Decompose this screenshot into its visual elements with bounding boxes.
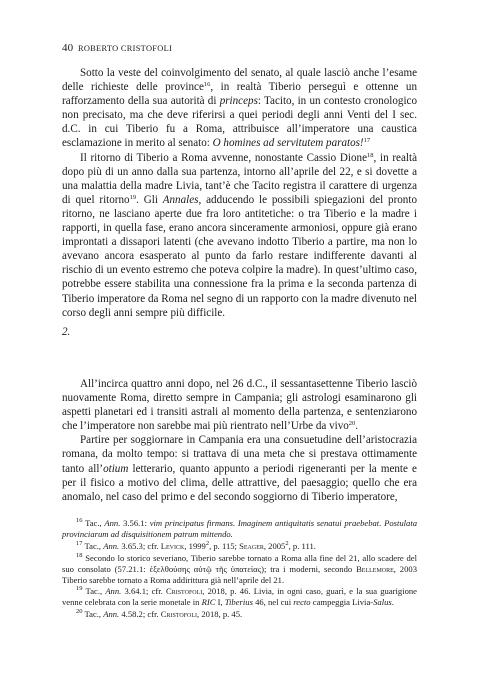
text-run: Partire per soggiornare in Campania era una consuetudine dell’aristocrazia romana, da molto tempo: si trattava di una meta che si prestava ottimamente tanto all’ xyxy=(62,434,417,475)
author-name: Cristofoli xyxy=(160,609,198,620)
text-run: Sotto la veste del coinvolgimento del senato, al quale lasciò anche l’esame delle richieste delle province xyxy=(62,67,417,94)
text-run: Tac., xyxy=(82,540,104,551)
footnote-number: 19 xyxy=(76,585,83,593)
italic-term: Ann. xyxy=(105,586,122,597)
italic-term: Salus xyxy=(373,597,392,608)
footnote-19 xyxy=(62,586,417,608)
text-run: All’incirca quattro anni dopo, nel 26 d.C., il sessantasettenne Tiberio lasciò nuovamente Roma, diretto sempre in Campania; gli astrologi esaminarono gli aspetti planetari ed i transiti astrali al momento della partenza, e sentenziarono che l’imperatore non sarebbe mai più rientrato nell’Urbe da vivo xyxy=(62,378,417,433)
footnotes xyxy=(62,518,417,621)
footnote-17 xyxy=(62,541,417,552)
footnote-18 xyxy=(62,553,417,586)
paragraph-1 xyxy=(62,66,417,151)
author-name: Cristofoli xyxy=(165,586,203,597)
text-run: 3.56.1: xyxy=(120,518,150,528)
italic-term: Ann. xyxy=(103,609,120,620)
author-name: Bellemore xyxy=(356,563,394,574)
page-number: 40 xyxy=(62,42,74,54)
text-run: , 2018, p. 45. xyxy=(197,609,243,620)
edition-sup: 2 xyxy=(205,539,210,547)
italic-term: Annales xyxy=(162,193,199,206)
text-run: , p. 111. xyxy=(288,540,316,551)
italic-term: otium xyxy=(103,462,129,475)
text-run: Tac., xyxy=(82,609,104,620)
text-run: . Gli xyxy=(136,193,163,206)
text-run: , p. 115; xyxy=(209,540,240,551)
footnote-16 xyxy=(62,518,417,540)
footnote-number: 17 xyxy=(76,539,83,547)
italic-term: princeps xyxy=(219,95,258,108)
italic-term: Ann. xyxy=(104,518,121,528)
text-run: campeggia Livia- xyxy=(310,597,374,608)
latin-quote: O homines ad servitutem paratos! xyxy=(212,137,364,150)
italic-term: RIC xyxy=(201,597,216,608)
paragraph-3 xyxy=(62,377,417,433)
paragraph-4 xyxy=(62,433,417,503)
section-1-body xyxy=(62,66,417,320)
text-run: , 2005 xyxy=(263,540,286,551)
text-run: Tac., xyxy=(82,586,106,597)
text-run: , 2018, p. 46. Livia, in ogni caso, guarì, e la sua guarigione venne celebrata con la serie monetale in xyxy=(62,586,417,608)
text-run: 3.64.1; cfr. xyxy=(121,586,166,597)
text-run: 3.65.3; cfr. xyxy=(119,540,161,551)
running-head-author: ROBERTO CRISTOFOLI xyxy=(77,44,173,53)
text-run: , adducendo le possibili spiegazioni del pronto ritorno, ne lasciano aperte due fra loro antitetiche: o tra Tiberio e la madre i rapporti, in quella fase, erano ancora sinceramente armoniosi, oppure già erano improntati a dissapori latenti (che avevano indotto Tiberio a partire, ma non lo avevano ancora esasperato al punto da farlo restare indifferente davanti al rischio di un evento estremo che poteva colpire la madre). In quest’ultimo caso, potrebbe essere stabilita una connessione fra la prima e la seconda partenza di Tiberio imperatore da Roma nel segno di un rapporto con la madre divenuto nel corso degli anni sempre più difficile. xyxy=(62,193,417,319)
footnote-ref-17[interactable]: 17 xyxy=(363,137,371,145)
text-run: 46, nel cui xyxy=(252,597,294,608)
footnote-number: 18 xyxy=(76,551,83,559)
footnote-number: 16 xyxy=(76,517,83,524)
text-run: letterario, quanto appunto a periodi rigeneranti per la mente e per il fisico a motivo del clima, delle attrattive, del paesaggio; quello che era anomalo, nel caso del primo e del secondo soggiorno di Tiberio imperatore, xyxy=(62,462,417,503)
edition-sup: 2 xyxy=(285,539,289,547)
text-run: : Tacito, in un contesto cronologico non precisato, ma che deve riferirsi a quei periodi degli anni Venti del I sec. d.C. in cui Tiberio fu a Roma, attribuisce all’imperatore una caustica esclamazione in merito al senato: xyxy=(62,95,417,150)
paragraph-2 xyxy=(62,151,417,320)
running-header xyxy=(62,42,172,54)
footnote-ref-19[interactable]: 19 xyxy=(129,193,137,201)
italic-term: recto xyxy=(293,597,311,608)
footnote-ref-20[interactable]: 20 xyxy=(348,420,356,428)
text-run: . xyxy=(391,597,394,608)
latin-quote: vim principatus firmans. Imaginem antiquitatis senatui praebebat. Postulata provinciarum ad disquisitionem patrum mittendo. xyxy=(62,518,418,539)
text-run: , in realtà dopo più di un anno dalla sua partenza, intorno all’aprile del 22, e si dovette a una malattia della madre Livia, tant’è che Tacito registra il carattere di urgenza di quel ritorno xyxy=(62,151,417,206)
text-run: I, xyxy=(215,597,225,608)
section-number: 2. xyxy=(62,326,71,338)
text-run: , 2003 Tiberio sarebbe tornato a Roma addirittura già nell’aprile del 21. xyxy=(62,563,417,585)
footnote-ref-18[interactable]: 18 xyxy=(367,151,374,159)
text-run: 4.58.2; cfr. xyxy=(119,609,161,620)
section-2-body xyxy=(62,377,417,504)
text-run: , in realtà Tiberio perseguì e ottenne un rafforzamento della sua autorità di xyxy=(62,81,418,108)
text-run: . xyxy=(355,420,359,433)
italic-term: Tiberius xyxy=(224,597,253,608)
footnote-number: 20 xyxy=(76,608,83,616)
footnote-ref-16[interactable]: 16 xyxy=(203,81,211,89)
text-run: Tac., xyxy=(82,518,105,528)
text-run: Il ritorno di Tiberio a Roma avvenne, nonostante Cassio Dione xyxy=(80,151,368,164)
text-run: , 1999 xyxy=(184,540,206,551)
author-name: Seager xyxy=(239,540,264,551)
author-name: Levick xyxy=(160,540,185,551)
italic-term: Ann. xyxy=(103,540,120,551)
text-run: Secondo lo storico severiano, Tiberio sarebbe tornato a Roma alla fine del 21, allo scadere del suo consolato (57.21.1: ἐξελθούσης αὐτῷ τῆς ὑπατείας); tra i moderni, secondo xyxy=(62,552,417,574)
footnote-20 xyxy=(62,609,417,620)
